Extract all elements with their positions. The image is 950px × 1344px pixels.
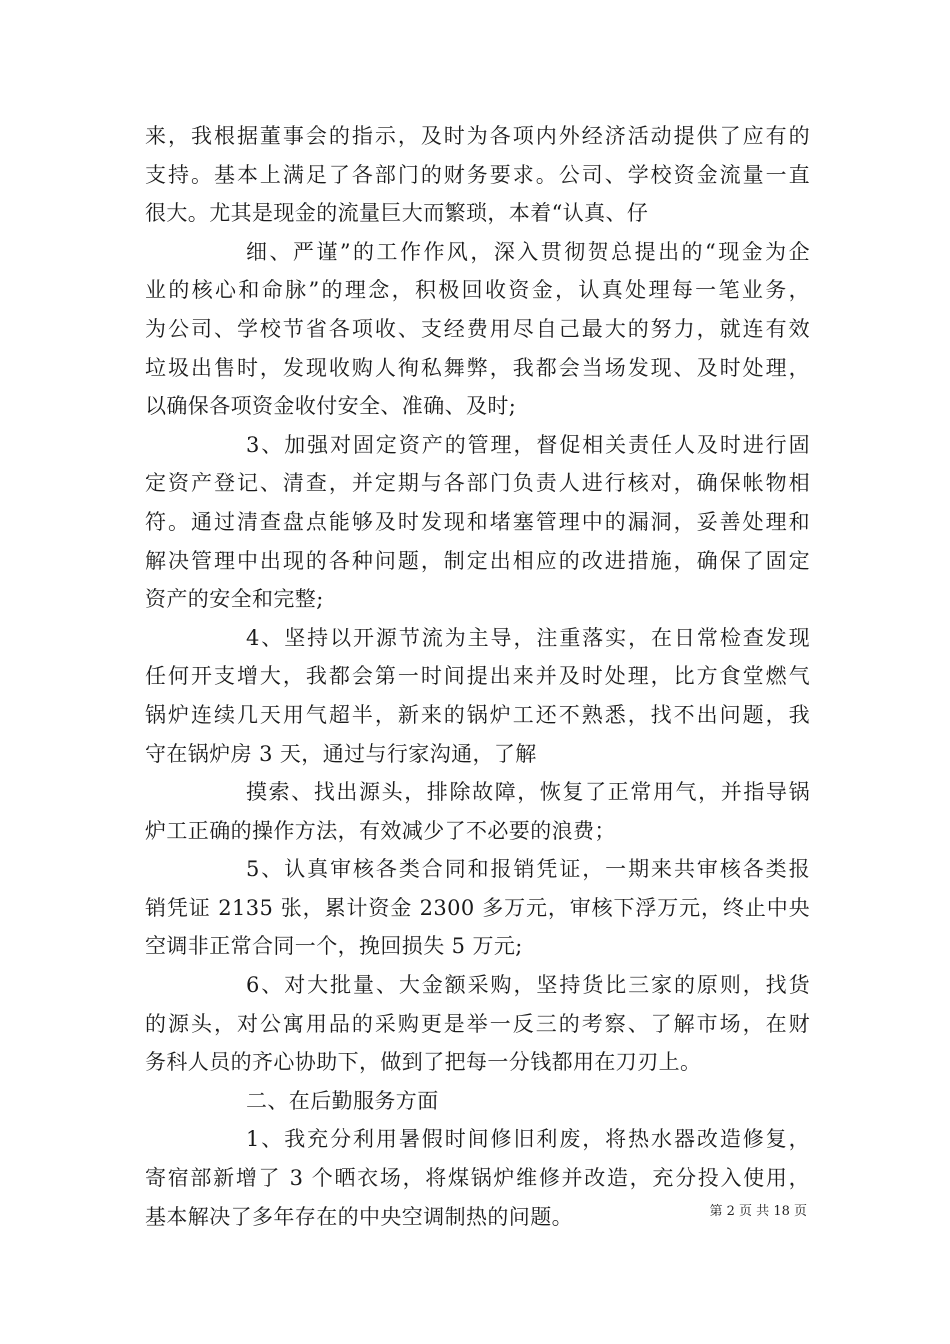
text-line: 符。通过清查盘点能够及时发现和堵塞管理中的漏洞，妥善处理和 [145,509,810,534]
text-line: 寄宿部新增了 3 个晒衣场，将煤锅炉维修并改造，充分投入使用， [145,1166,810,1191]
text-line: 的源头，对公寓用品的采购更是举一反三的考察、了解市场，在财 [145,1011,810,1036]
text-line: 1、我充分利用暑假时间修旧利废，将热水器改造修复， [246,1127,810,1152]
text-line: 很大。尤其是现金的流量巨大而繁琐，本着“认真、仔 [145,201,649,226]
text-line: 摸索、找出源头，排除故障，恢复了正常用气，并指导锅 [246,780,810,805]
text-line: 4、坚持以开源节流为主导，注重落实，在日常检查发现 [246,625,810,650]
text-line: 支持。基本上满足了各部门的财务要求。公司、学校资金流量一直 [145,162,810,187]
text-line: 业的核心和命脉”的理念，积极回收资金，认真处理每一笔业务， [145,278,810,303]
page-number: 第 2 页 共 18 页 [709,1204,807,1219]
text-line: 基本解决了多年存在的中央空调制热的问题。 [145,1204,573,1229]
document-body [145,117,810,1236]
text-line: 资产的安全和完整; [145,587,324,612]
text-line: 定资产登记、清查，并定期与各部门负责人进行核对，确保帐物相 [145,471,810,496]
text-line: 守在锅炉房 3 天，通过与行家沟通，了解 [145,741,537,766]
text-line: 垃圾出售时，发现收购人徇私舞弊，我都会当场发现、及时处理， [145,355,810,380]
text-line: 务科人员的齐心协助下，做到了把每一分钱都用在刀刃上。 [145,1050,702,1075]
text-line: 任何开支增大，我都会第一时间提出来并及时处理，比方食堂燃气 [145,664,810,689]
text-line: 锅炉连续几天用气超半，新来的锅炉工还不熟悉，找不出问题，我 [145,702,810,727]
text-line: 5、认真审核各类合同和报销凭证，一期来共审核各类报 [246,857,810,882]
text-line: 6、对大批量、大金额采购，坚持货比三家的原则，找货 [246,973,810,998]
text-line: 解决管理中出现的各种问题，制定出相应的改进措施，确保了固定 [145,548,810,573]
text-line: 3、加强对固定资产的管理，督促相关责任人及时进行固 [246,432,810,457]
section-heading: 二、在后勤服务方面 [246,1088,439,1113]
text-line: 以确保各项资金收付安全、准确、及时; [145,394,517,419]
text-line: 来，我根据董事会的指示，及时为各项内外经济活动提供了应有的 [145,124,810,148]
text-line: 空调非正常合同一个，挽回损失 5 万元; [145,934,523,959]
text-line: 销凭证 2135 张，累计资金 2300 多万元，审核下浮万元，终止中央 [145,895,810,920]
text-line: 炉工正确的操作方法，有效减少了不必要的浪费； [145,818,616,843]
text-line: 细、严谨”的工作作风，深入贯彻贺总提出的“现金为企 [246,239,810,264]
text-line: 为公司、学校节省各项收、支经费用尽自己最大的努力，就连有效 [145,316,810,341]
